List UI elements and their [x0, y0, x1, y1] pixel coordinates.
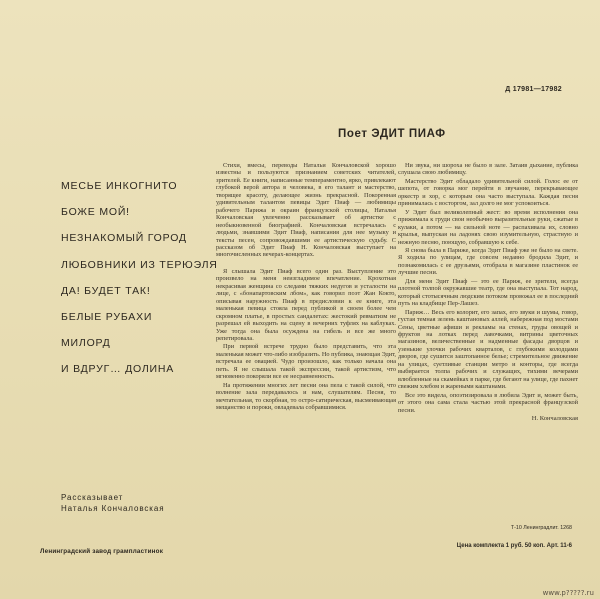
price-info: Цена комплекта 1 руб. 50 коп. Арт. 11-6 — [456, 543, 572, 549]
track-title: БЕЛЫЕ РУБАХИ — [61, 310, 153, 323]
liner-notes-column-1 — [216, 162, 396, 413]
track-title: ДА! БУДЕТ ТАК! — [61, 284, 151, 297]
liner-paragraph: Для меня Эдит Пиаф — это ее Париж, ее зрители, всегда плотной толпой окружавшие театр, где она выступала. Тот народ, который стотысячным людским потоком провожал ее в последний путь на кладбище Пер-Лашез. — [398, 277, 578, 308]
liner-paragraph: Париж… Весь его колорит, его запах, его звуки и шумы, говор, густая темная зелень каштановых аллей, набережная под мостами Сены, цветные афиши и рекламы на стенах, груды овощей и фруктов на лотках перед лавочками, витрины цветочных магазинов, величественные и надменные фасады дворцов и узенькие улочки рабочих кварталов, с глубокими колодцами дворов, где сушится заштопанное белье; стремительное движение на улицах, суетливые станции метро и конторы, где всегда выбирается толпа рабочих и служащих, тихими вечерами влюбленные на скамейках в парке, где бегают на улице, где пахнет свежим хлебом и жареными каштанами. — [398, 308, 578, 391]
track-title: И ВДРУГ… ДОЛИНА — [61, 363, 175, 376]
narrator-name: Наталья Кончаловская — [61, 504, 165, 513]
manufacturer-label: Ленинградский завод грампластинок — [40, 548, 164, 555]
liner-paragraph: Я слышала Эдит Пиаф всего один раз. Выступление это произвело на меня неизгладимое впечатление. Крохотная некрасивая женщина со следами тяжких недугов и усталости на лице, с «бонапартовским лбом», как говорил поэт Жан Кокто, описывая наружность Пиаф в предисловии к ее книге, эта маленькая певица стояла перед публикой в своем более чем скромном платье, в простых сандалетах: жестокий ревматизм не разрешал ей выходить на сцену в вечерних туфлях на каблуках. Уже тогда она была осуждена на гибель и все же много репетировала. — [216, 267, 396, 342]
liner-paragraph: На протяжении многих лет песни она пела с такой силой, что волнение зала передавалось и нам, слушателям. Песня, то мечтательная, то скорбная, то остро-сатирическая, высмеивающая мещанство и пороки, овладевала собравшимися. — [216, 381, 396, 412]
watermark-text: www.p?????.ru — [542, 589, 594, 597]
track-title: МИЛОРД — [61, 337, 111, 350]
print-info: Т-10 Ленинградлит. 1268 — [510, 525, 572, 531]
liner-paragraph: Все это видела, опоэтизировала в любила Эдит и, может быть, от этого она сама стала частью этой прекрасной французской песни. — [398, 391, 578, 414]
liner-paragraph: Мастерство Эдит обладало удивительной силой. Голос ее от шепота, от говорка мог перейти в звучание, перекрывающее оркестр и хор, с которым она часто выступала. Каждая песня принималась с восторгом, зал долго не мог успокоиться. — [398, 177, 578, 208]
track-list — [61, 180, 218, 390]
narrator-label: Рассказывает — [61, 493, 124, 502]
track-title: НЕЗНАКОМЫЙ ГОРОД — [61, 232, 187, 245]
track-title: БОЖЕ МОЙ! — [61, 206, 130, 219]
print-details — [404, 525, 572, 549]
album-title: Поет ЭДИТ ПИАФ — [338, 128, 446, 140]
liner-paragraph: Я снова была в Париже, когда Эдит Пиаф уже не было на свете. Я ходила по улицам, где совсем недавно бродила Эдит, и познакомилась с ее друзьями, отобрала в магазине пластинок ее лучшие песни. — [398, 246, 578, 277]
track-title: ЛЮБОВНИКИ ИЗ ТЕРЮЭЛЯ — [61, 258, 218, 271]
liner-paragraph: Ни звука, ни шороха не было в зале. Затаив дыхание, публика слушала свою любимицу. — [398, 162, 578, 177]
liner-paragraph: Стихи, вмесы, переводы Натальи Кончаловской хорошо известны и пользуются признанием советских читателей, зрителей. Ее книги, написанные темпераментно, ярко, привлекают глубокой верой автора в человека, в его талант и мастерство, творящее красоту, делающее жизнь прекрасной. Покоренная удивительным талантом певицы Эдит Пиаф — любимицы рабочего Парижа и окраин французской столицы, Наталья Кончаловская увлеченно рассказывает об артистке с необыкновенной биографией. Кончаловская встречалась с людьми, знавшими Эдит Пиаф, написания для нее музыку и тексты песен, сопровождавшими ее артистическую судьбу. С рассказом об Эдит Пиаф Н. Кончаловская выступает на многочисленных вечерах-концертах. — [216, 162, 396, 259]
catalog-number: Д 17981—17982 — [505, 86, 562, 93]
track-title: МЕСЬЕ ИНКОГНИТО — [61, 180, 178, 192]
author-signature: Н. Кончаловская — [531, 414, 578, 422]
liner-paragraph: При первой встрече трудно было представить, что эта маленькая может что-либо изобразить. Но публика, знающая Эдит, встречала ее овацией. Чудо произошло, как только начала она петь. Я не слышала такой экспрессии, такой артистизм, что мгновенно покоряли все ее несравненность. — [216, 343, 396, 381]
liner-notes-column-2 — [398, 162, 578, 422]
liner-paragraph: У Эдит был великолепный жест: во время исполнения она прижимала к груди свои необычно выразительные руки, сжатые в кулаки, а потом — на сильной ноте — распахивала их, словно крылья, выпуская на ладонях свою изумительную, страстную и нежную песню, поющую, собравшую к себе. — [398, 208, 578, 246]
narrator-credit — [61, 492, 164, 514]
